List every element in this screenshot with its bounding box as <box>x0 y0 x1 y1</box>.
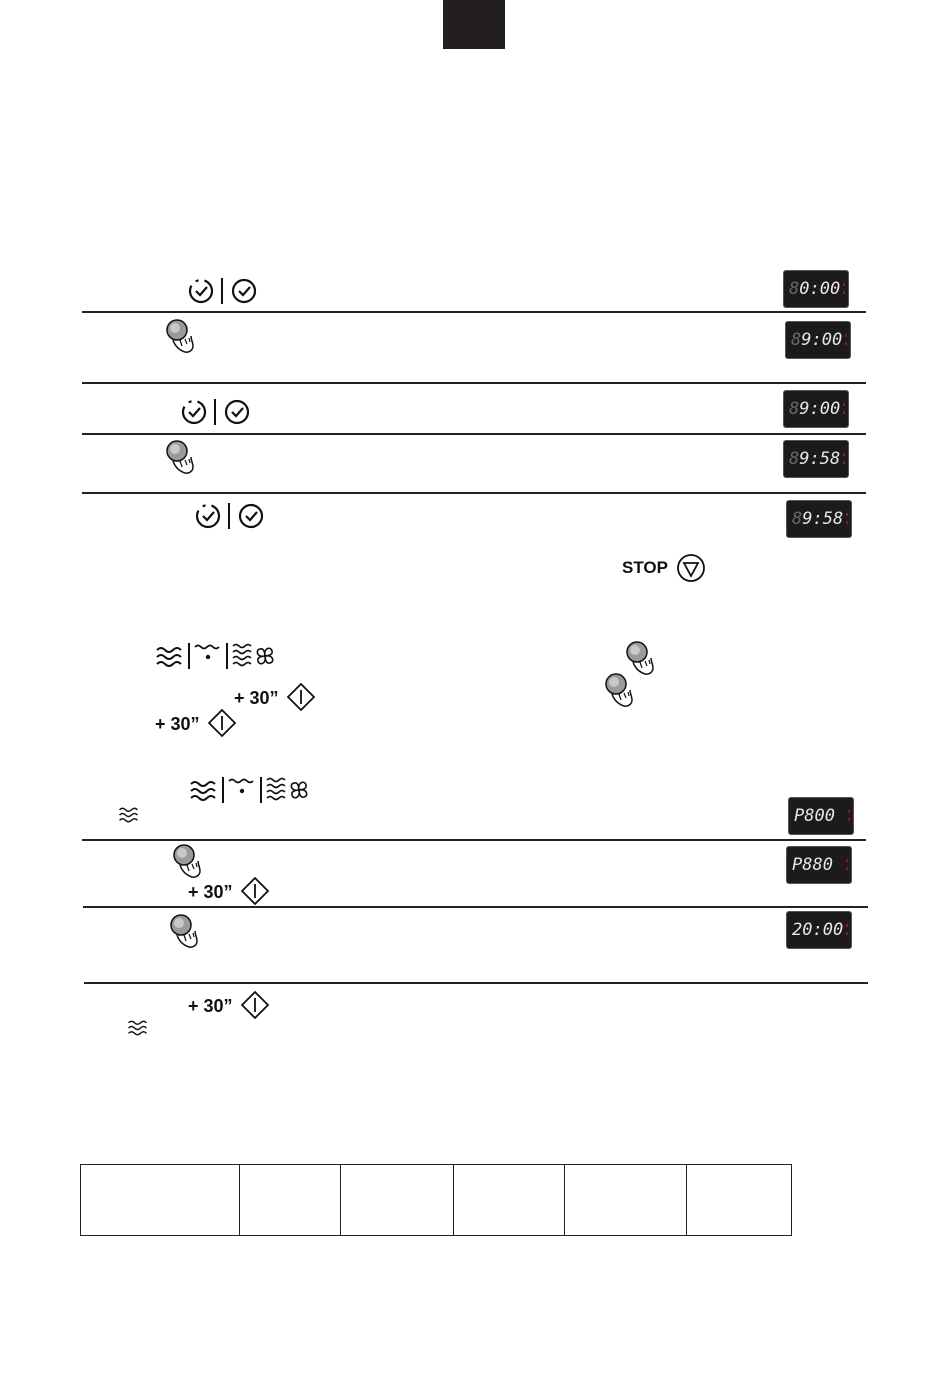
clock-set-icon <box>181 398 253 428</box>
clock-set-icon <box>195 502 267 532</box>
cooking-mode-icon <box>155 643 297 671</box>
divider <box>82 433 866 435</box>
stop-icon <box>676 553 706 583</box>
page-tab-marker <box>443 0 505 49</box>
start-icon <box>241 877 271 907</box>
table-cell <box>454 1165 565 1236</box>
table-cell <box>687 1165 792 1236</box>
divider <box>83 906 868 908</box>
divider <box>82 382 866 384</box>
display-panel: 89:00 <box>785 321 851 359</box>
table-cell <box>341 1165 454 1236</box>
display-panel: 89:58 <box>786 500 852 538</box>
power-table <box>80 1164 792 1236</box>
plus30-label: + 30” <box>188 882 233 902</box>
divider <box>82 492 866 494</box>
start-icon <box>287 683 317 713</box>
table-cell <box>240 1165 341 1236</box>
rotary-dial-icon <box>172 843 208 885</box>
plus30-label: + 30” <box>234 688 279 708</box>
cooking-mode-icon <box>189 777 331 805</box>
stop-button-label: STOP <box>622 558 668 577</box>
divider <box>82 311 866 313</box>
rotary-dial-icon <box>169 913 205 955</box>
rotary-dial-icon <box>165 318 201 360</box>
microwave-waves-icon <box>127 1019 155 1041</box>
display-panel: 89:58 <box>783 440 849 478</box>
plus30-label: + 30” <box>188 996 233 1016</box>
start-icon <box>241 991 271 1021</box>
clock-set-icon <box>188 277 260 307</box>
display-panel: 89:00 <box>783 390 849 428</box>
display-panel: 80:00 <box>783 270 849 308</box>
display-panel: P880 <box>786 846 852 884</box>
table-cell <box>565 1165 687 1236</box>
table-cell <box>81 1165 240 1236</box>
plus30-label: + 30” <box>155 714 200 734</box>
table-row <box>81 1165 792 1236</box>
divider <box>84 982 868 984</box>
display-panel: 20:00 <box>786 911 852 949</box>
display-panel: P800 <box>788 797 854 835</box>
microwave-waves-icon <box>118 806 146 828</box>
rotary-dial-icon <box>604 672 640 714</box>
rotary-dial-icon <box>165 439 201 481</box>
divider <box>82 839 866 841</box>
start-icon <box>208 709 238 739</box>
